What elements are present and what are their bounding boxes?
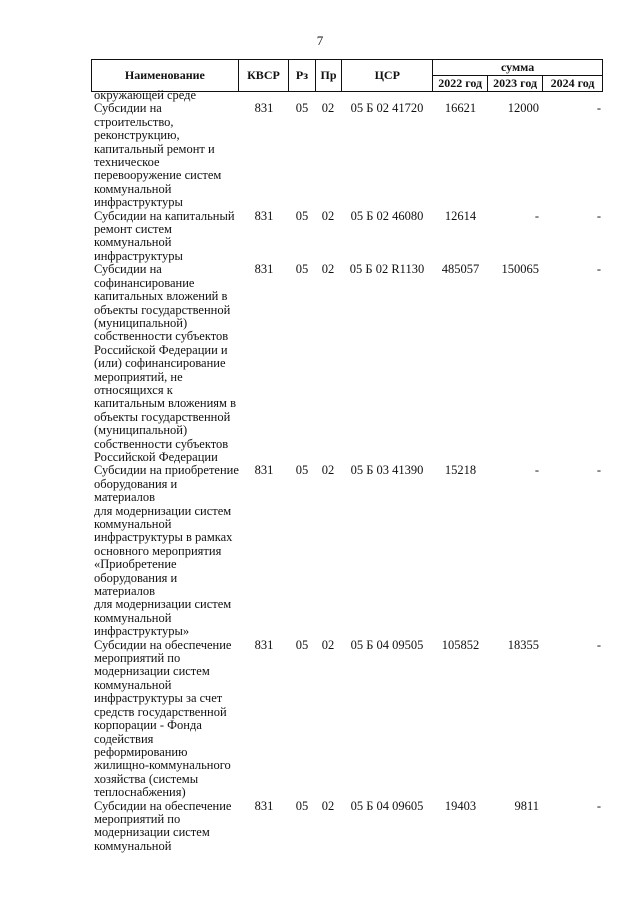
row-sum-2023: 150065 [501,262,539,277]
row-sum-2024: - [596,208,601,223]
row-kvsr: 831 [254,637,274,652]
row-sum-2023: 9811 [514,798,539,813]
row-csr: 05 Б 03 41390 [350,463,424,478]
row-csr: 05 Б 02 46080 [350,208,424,223]
header-2023: 2023 год [488,76,543,92]
row-sum-2023: 12000 [507,101,539,116]
row-name: Субсидии на софинансирование капитальных вложений в объекты государственной (муниципальной) собственности субъектов Российской Федерации и (или) софинансирование мероприятий, не относящихся к капитальным вложениям в объекты государственной (муниципальной) собственности субъектов Российской Федерации [94,262,236,464]
row-pr: 02 [321,262,335,277]
header-kvsr: КВСР [238,60,288,92]
row-rz: 05 [295,208,309,223]
continuation-row [91,89,603,102]
row-sum-2022: 12614 [444,208,477,223]
table-row [91,464,603,638]
row-csr: 05 Б 02 41720 [350,101,424,116]
header-2024: 2024 год [543,76,603,92]
row-name: Субсидии на приобретение оборудования и материалов для модернизации систем коммунальной инфраструктуры в рамках основного мероприятия «Приобретение оборудования и материалов для модернизации систем коммунальной инфраструктуры» [94,463,239,639]
row-csr: 05 Б 02 R1130 [349,262,425,277]
row-pr: 02 [321,798,335,813]
header-2022: 2022 год [433,76,488,92]
row-sum-2024: - [596,262,601,277]
row-pr: 02 [321,208,335,223]
page-number: 7 [316,33,324,48]
row-csr: 05 Б 04 09505 [350,637,424,652]
row-sum-2022: 15218 [444,463,477,478]
header-sum: сумма [433,60,603,76]
row-sum-2024: - [596,637,601,652]
header-pr: Пр [315,60,342,92]
row-kvsr: 831 [254,798,274,813]
row-kvsr: 831 [254,262,274,277]
row-sum-2022: 485057 [441,262,480,277]
row-sum-2024: - [596,798,601,813]
row-sum-2022: 19403 [444,798,477,813]
table-row [91,210,603,264]
header-rz: Рз [289,60,316,92]
row-name: Субсидии на капитальный ремонт систем коммунальной инфраструктуры [94,208,235,263]
table-row [91,102,603,209]
row-sum-2024: - [596,101,601,116]
row-sum-2023: 18355 [507,637,539,652]
row-sum-2023: - [534,208,539,223]
row-rz: 05 [295,101,309,116]
row-kvsr: 831 [254,101,274,116]
header-name: Наименование [92,60,239,92]
row-sum-2024: - [596,463,601,478]
row-rz: 05 [295,262,309,277]
row-name: Субсидии на обеспечение мероприятий по модернизации систем коммунальной [94,798,232,853]
row-rz: 05 [295,637,309,652]
row-pr: 02 [321,101,335,116]
row-csr: 05 Б 04 09605 [350,798,424,813]
row-name: Субсидии на обеспечение мероприятий по модернизации систем коммунальной инфраструктуры за счет средств государственной корпорации - Фонда содействия реформированию жилищно-коммунального хозяйства (системы теплоснабжения) [94,637,232,800]
row-sum-2022: 16621 [444,101,477,116]
table-row [91,800,603,854]
table-row [91,639,603,800]
row-pr: 02 [321,463,335,478]
row-name: Субсидии на строительство, реконструкцию, капитальный ремонт и техническое перевооружение систем коммунальной инфраструктуры [94,101,222,210]
row-rz: 05 [295,798,309,813]
continuation-text: окружающей среде [94,88,197,102]
table-body [91,89,603,853]
header-csr: ЦСР [342,60,433,92]
row-kvsr: 831 [254,463,274,478]
row-pr: 02 [321,637,335,652]
table-row [91,263,603,464]
row-rz: 05 [295,463,309,478]
row-sum-2022: 105852 [441,637,480,652]
row-kvsr: 831 [254,208,274,223]
row-sum-2023: - [534,463,539,478]
